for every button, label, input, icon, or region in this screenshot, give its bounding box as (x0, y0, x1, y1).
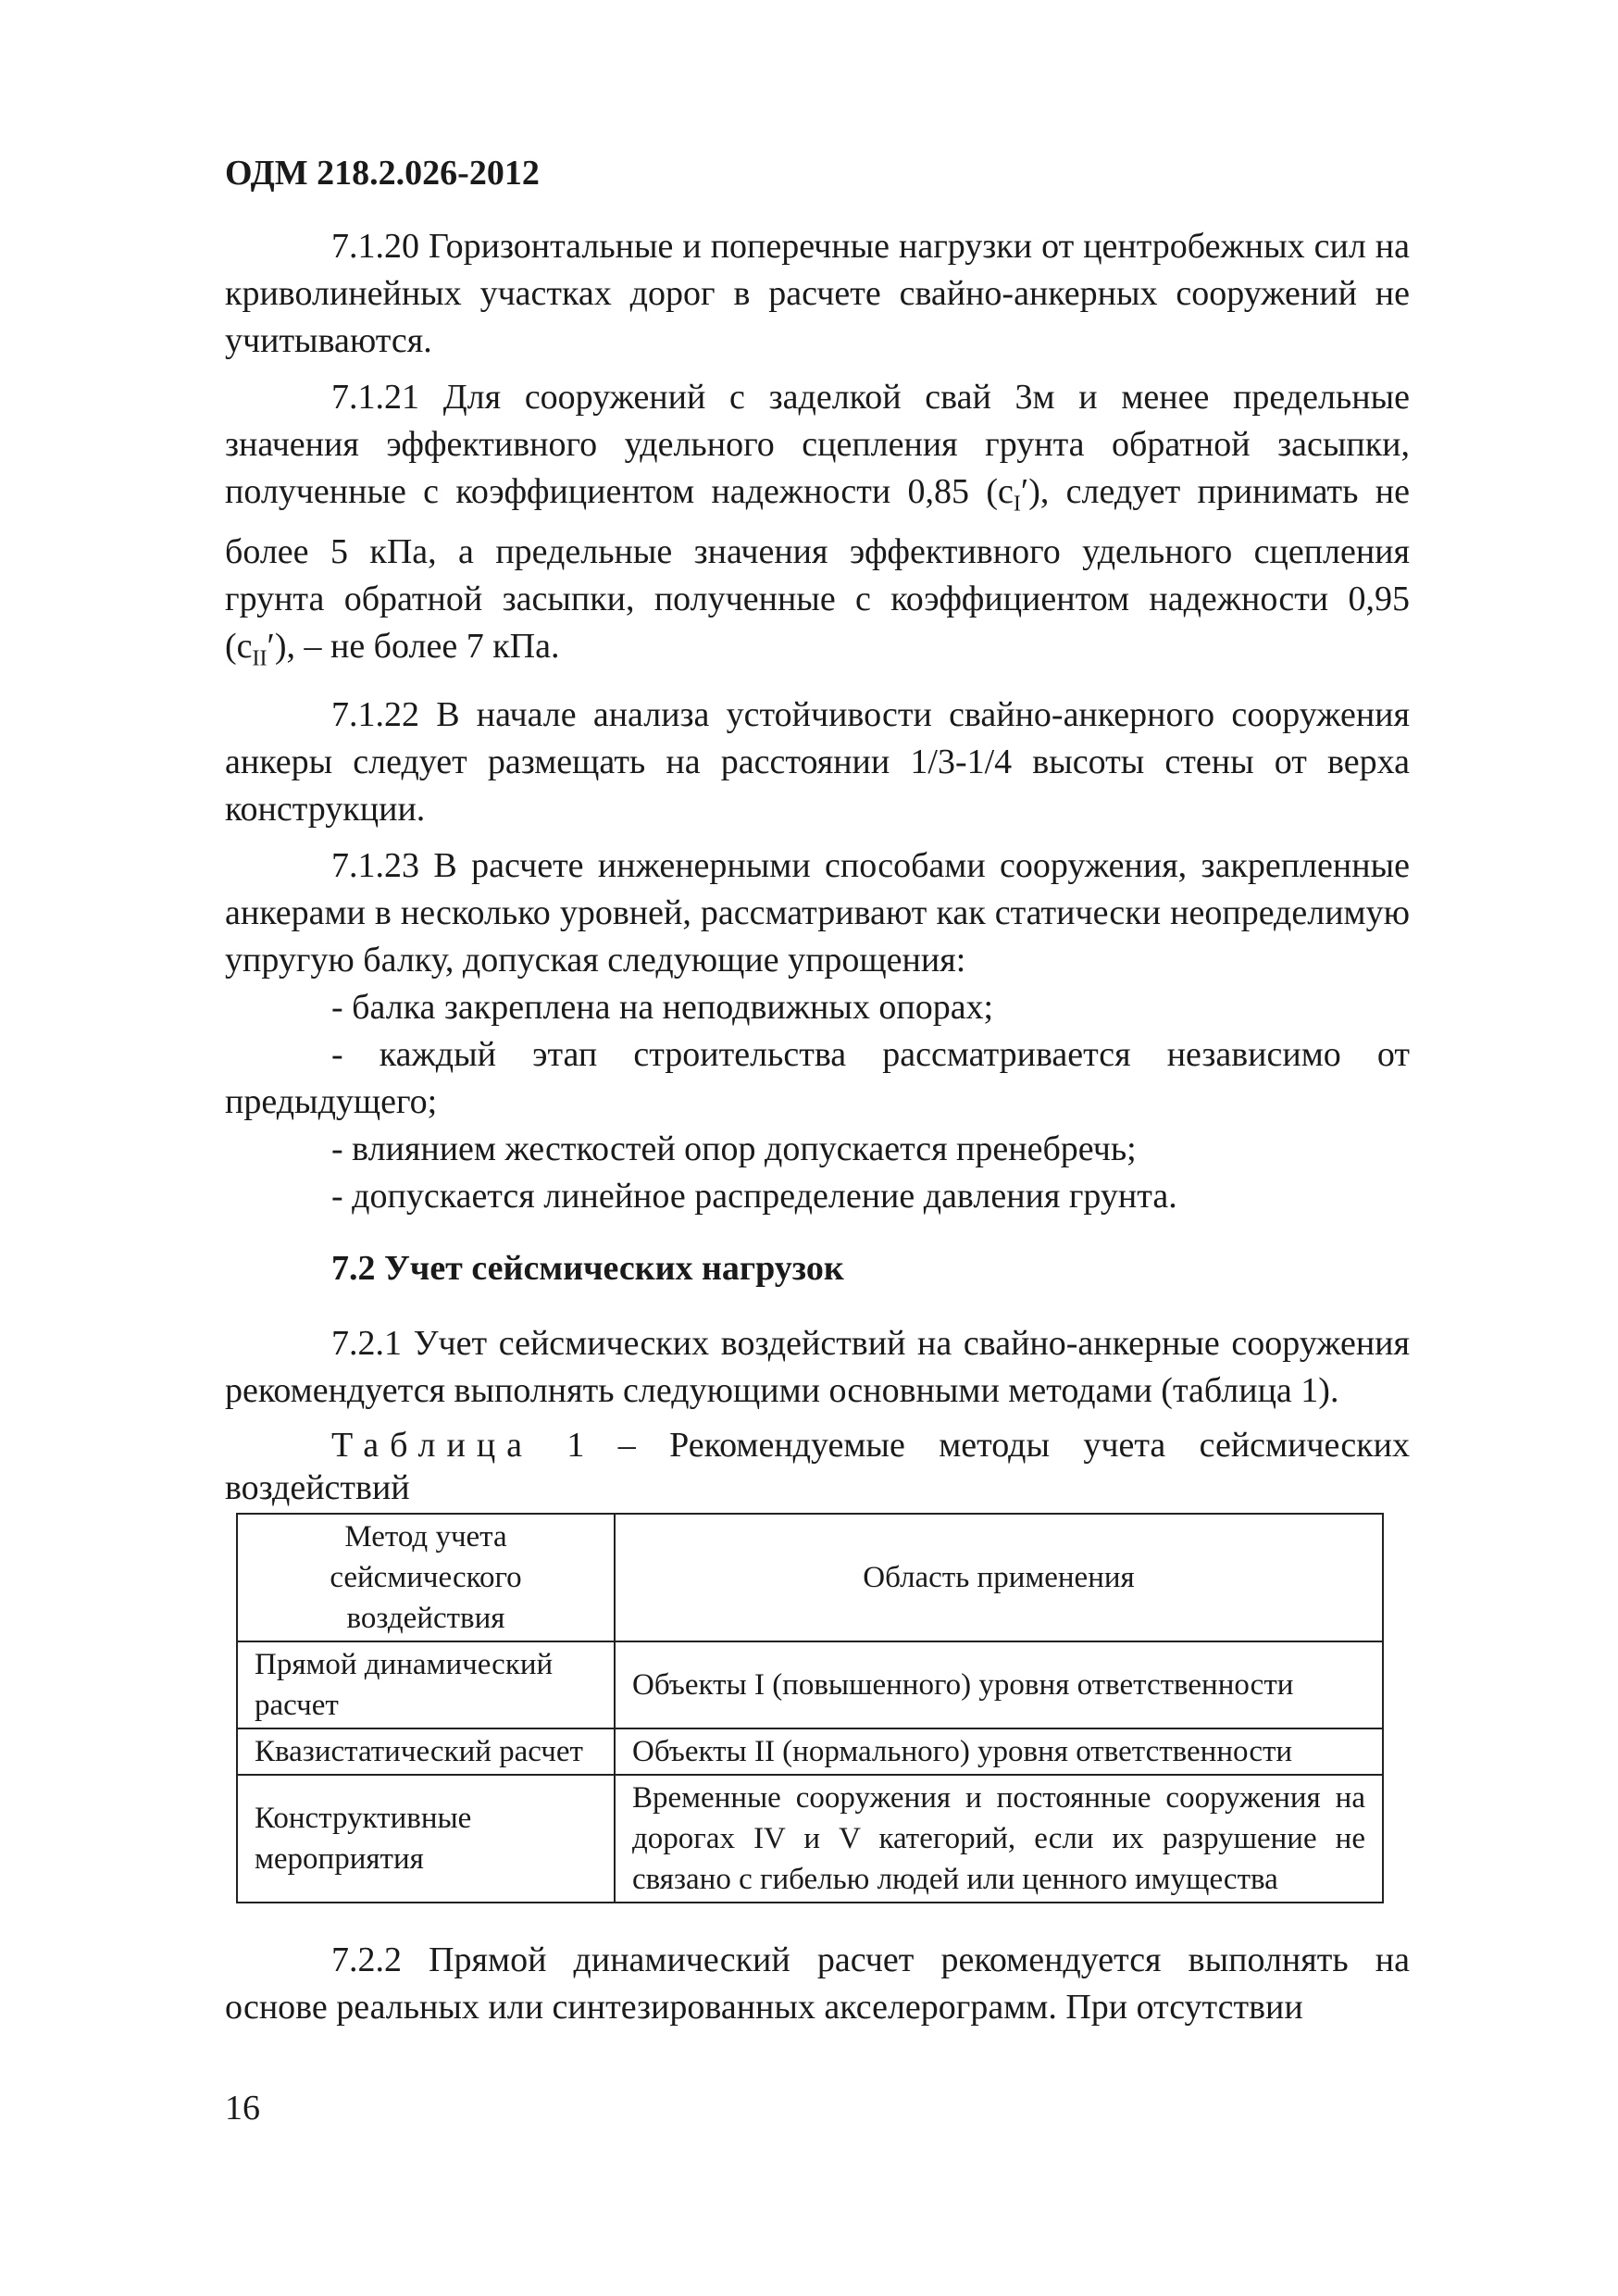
table-header-method: Метод учета сейсмического воздействия (237, 1514, 615, 1641)
list-item: - влиянием жесткостей опор допускается пренебречь; (331, 1129, 1137, 1169)
paragraph-7-2-1: 7.2.1 Учет сейсмических воздействий на свайно-анкерные сооружения рекомендуется выполнять следующими основными методами (таблица 1). (225, 1324, 1410, 1411)
table-caption-word: Таблица (331, 1426, 534, 1466)
table-cell-scope: Временные сооружения и постоянные сооружения на дорогах IV и V категорий, если их разрушение не связано с гибелью людей или ценного имущества (615, 1775, 1383, 1903)
table-cell-method: Прямой динамический расчет (237, 1641, 615, 1728)
table-cell-method: Квазистатический расчет (237, 1728, 615, 1775)
table-caption-rest: 1 – Рекомендуемые методы учета сейсмических воздействий (225, 1426, 1410, 1508)
table-row (237, 1728, 1383, 1775)
page-number: 16 (225, 2089, 260, 2128)
list-item: - балка закреплена на неподвижных опорах; (331, 988, 994, 1028)
document-code: ОДМ 218.2.026-2012 (225, 154, 540, 193)
paragraph-7-1-23: 7.1.23 В расчете инженерными способами сооружения, закрепленные анкерами в несколько уровней, рассматривают как статически неопределимую упругую балку, допуская следующие упрощения: (225, 846, 1410, 980)
section-title: 7.2 Учет сейсмических нагрузок (331, 1249, 844, 1289)
paragraph-7-1-20: 7.1.20 Горизонтальные и поперечные нагрузки от центробежных сил на криволинейных участках дорог в расчете свайно-анкерных сооружений не учитываются. (225, 227, 1410, 360)
table-row (237, 1641, 1383, 1728)
table-cell-scope: Объекты I (повышенного) уровня ответственности (615, 1641, 1383, 1728)
prime-2: ′ (267, 626, 275, 666)
list-item: - допускается линейное распределение давления грунта. (331, 1177, 1177, 1217)
table-cell-scope: Объекты II (нормального) уровня ответственности (615, 1728, 1383, 1775)
prime-1: ′ (1020, 472, 1029, 511)
paragraph-7-1-21 (225, 374, 1410, 682)
table-caption (225, 1424, 1410, 1509)
list-item: - каждый этап строительства рассматривается независимо от предыдущего; (225, 1035, 1410, 1122)
document-page (225, 153, 1410, 2040)
paragraph-7-1-22: 7.1.22 В начале анализа устойчивости свайно-анкерного сооружения анкеры следует размещать на расстоянии 1/3-1/4 высоты стены от верха конструкции. (225, 695, 1410, 830)
sub-I: I (1013, 492, 1021, 517)
table-header-scope: Область применения (615, 1514, 1383, 1641)
paragraph-7-2-2: 7.2.2 Прямой динамический расчет рекомендуется выполнять на основе реальных или синтезированных акселерограмм. При отсутствии (225, 1940, 1410, 2028)
table-cell-method: Конструктивные мероприятия (237, 1775, 615, 1903)
table-header-row (237, 1514, 1383, 1641)
p21-part1: 7.1.21 Для сооружений с заделкой свай 3м и менее предельные значения эффективного удельного сцепления грунта обратной засыпки, полученные с коэффициентом надежности 0,85 (c (225, 378, 1410, 511)
methods-table (236, 1513, 1384, 1903)
p21-part2: ), следует принимать не более 5 кПа, а предельные значения эффективного удельного сцепления грунта обратной засыпки, полученные с коэффициентом надежности 0,95 (c (225, 472, 1410, 666)
table-row (237, 1775, 1383, 1903)
sub-II: II (252, 646, 268, 671)
p21-part3: ), – не более 7 кПа. (274, 626, 560, 666)
